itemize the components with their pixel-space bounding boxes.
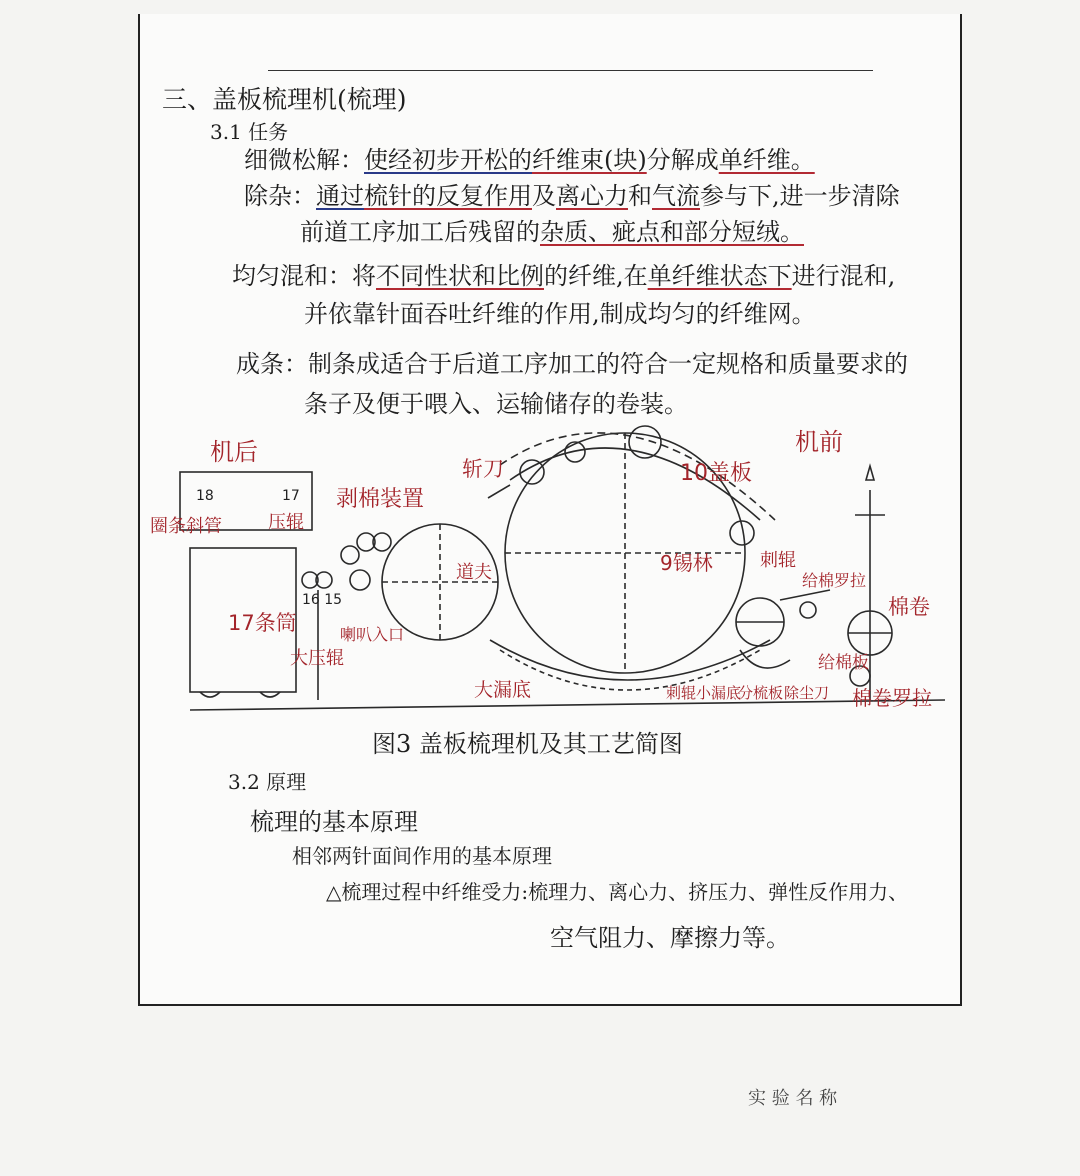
knife-label: 斩刀 [462,457,504,481]
num-18: 18 [196,488,214,504]
task-2-highlight-2: 离心力 [556,182,628,210]
can-label: 17条筒 [228,611,297,635]
principle-line-2: 空气阻力、摩擦力等。 [550,924,790,952]
task-2-line-2-highlight: 杂质、疵点和部分短绒。 [540,218,804,246]
task-3-line-2: 并依靠针面吞吐纤维的作用,制成均匀的纤维网。 [304,300,816,328]
task-3-label: 均匀混和： [232,262,352,290]
figure-caption: 图3 盖板梳理机及其工艺简图 [372,730,683,758]
task-1-mid: 分解成 [646,146,719,174]
flats-label: 10盖板 [680,461,752,486]
lap-stand-top [866,466,874,480]
task-2-mid-2: 和 [628,182,652,210]
calender-label: 大压辊 [290,648,344,669]
machine-base-line [190,700,945,710]
splitter-label: 分梳板 [738,684,784,702]
feed-plate [780,590,830,600]
diagram-labels [150,428,932,710]
task-2-highlight-3: 气流 [652,182,700,210]
coiler-tube-label: 圈条斜管 [150,516,222,537]
press-roll-label: 压辊 [268,512,304,533]
task-3-highlight-2: 单纤维状态下 [647,262,792,290]
big-screen-label: 大漏底 [474,679,532,701]
task-1-pre: 使经初步开松的 [364,146,532,174]
section-title: 三、盖板梳理机(梳理) [162,85,407,114]
lap-label: 棉卷 [888,595,930,619]
front-label: 机前 [795,428,843,456]
lap-roller-label: 棉卷罗拉 [852,686,932,710]
task-2-post: 参与下,进一步清除 [700,182,900,210]
knife-blade [488,485,510,498]
task-heading: 3.1 任务 [210,120,289,144]
stripping-roll-4 [350,570,370,590]
task-4-label: 成条： [236,350,308,378]
cylinder-label: 9锡林 [660,551,713,575]
task-2-pre: 通过 [316,182,364,210]
task-1-label: 细微松解： [244,146,364,174]
doffing-device-label: 剥棉装置 [336,487,425,512]
rear-label: 机后 [210,438,258,466]
principle-heading: 3.2 原理 [228,770,307,794]
small-screen-label: 刺辊小漏底 [666,684,742,702]
doffer-label: 道夫 [456,562,492,583]
footer-text: 实 验 名 称 [748,1088,838,1109]
task-4-text-1: 制条成适合于后道工序加工的符合一定规格和质量要求的 [308,350,908,378]
task-3-post: 进行混和, [791,262,896,290]
task-3-mid: 的纤维,在 [544,262,648,290]
dust-knife-label: 除尘刀 [784,684,830,702]
licker-in-label: 刺辊 [760,550,796,571]
principle-sub-2: 相邻两针面间作用的基本原理 [292,844,552,868]
task-2-line-2-pre: 前道工序加工后残留的 [300,218,540,246]
task-2-label: 除杂： [244,182,316,210]
big-screen [490,640,770,680]
stripping-roll-1 [341,546,359,564]
task-3-pre: 将 [352,262,376,290]
web-entry-label: 喇叭入口 [340,625,405,644]
feed-plate-label: 给棉板 [818,653,869,673]
task-3-highlight-1: 不同性状和比例 [376,262,544,290]
principle-line-1: △梳理过程中纤维受力:梳理力、离心力、挤压力、弹性反作用力、 [326,880,909,904]
task-2-mid: 及 [532,182,556,210]
task-4-line-2: 条子及便于喂入、运输储存的卷装。 [304,390,688,418]
task-1-highlight-2: 单纤维。 [718,146,815,174]
feed-roll-label: 给棉罗拉 [802,571,867,590]
task-1-highlight-1: 纤维束(块) [532,146,647,174]
num-16-15: 16 15 [302,592,343,608]
principle-sub: 梳理的基本原理 [250,808,418,836]
licker-in-screen [740,650,790,668]
num-17: 17 [282,488,300,504]
feed-roll [800,602,816,618]
task-2-highlight-1: 梳针的反复作用 [364,182,532,210]
